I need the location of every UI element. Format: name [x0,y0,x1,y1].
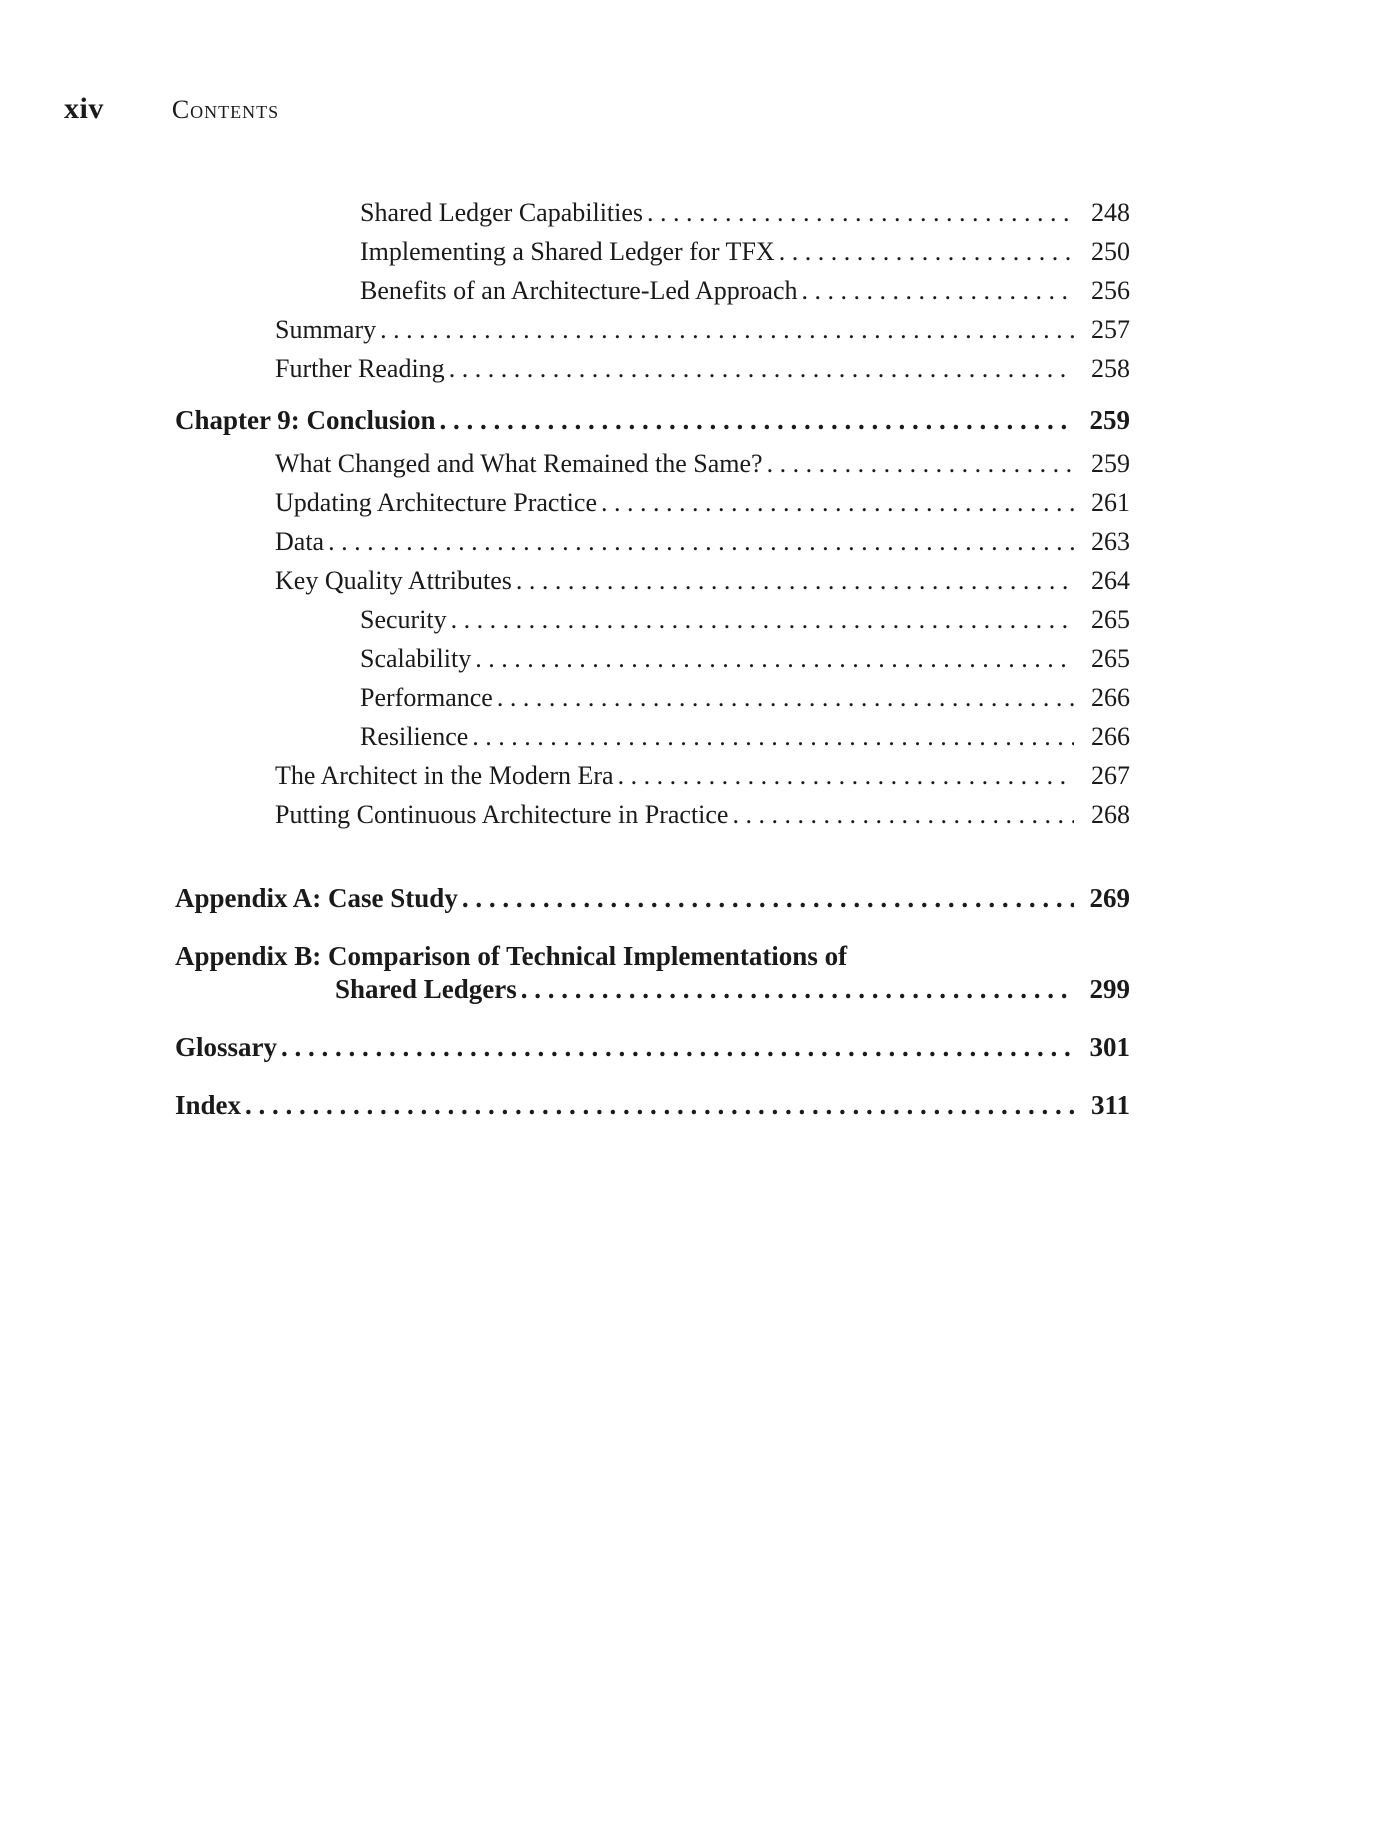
dot-leader [475,644,1074,674]
toc-glossary-label: Glossary [175,1032,278,1062]
toc-entry [175,198,1130,237]
running-title: Contents [171,95,280,124]
toc-entry [175,761,1130,800]
toc-entry-page: 266 [1091,683,1130,712]
toc-entry-label: Performance [360,683,493,712]
toc-entry [175,237,1130,276]
toc-entry-label: Data [275,527,325,556]
toc-entry-page: 264 [1091,566,1130,595]
toc-entry [175,276,1130,315]
toc-index-page: 311 [1090,1090,1130,1120]
dot-leader [380,315,1074,345]
toc-entry-page: 266 [1091,722,1130,751]
toc-appendix-label-line1: Appendix B: Comparison of Technical Implementations of [175,941,848,971]
table-of-contents [175,198,1130,1134]
toc-entry-page: 265 [1091,644,1130,673]
toc-appendix-page: 269 [1089,883,1130,913]
dot-leader [647,198,1074,228]
toc-entry [175,354,1130,393]
dot-leader [497,683,1074,713]
toc-entry-page: 256 [1091,276,1130,305]
toc-appendix-page: 299 [1089,974,1130,1004]
toc-entry-page: 267 [1091,761,1130,790]
toc-entry-label: Updating Architecture Practice [275,488,597,517]
toc-entry [175,722,1130,761]
dot-leader [472,722,1074,752]
toc-entry [175,527,1130,566]
toc-entry-page: 259 [1091,449,1130,478]
dot-leader [462,883,1074,914]
dot-leader [767,449,1074,479]
toc-entry-label: Further Reading [275,354,445,383]
toc-entry-label: Security [360,605,447,634]
toc-appendix-entry [175,883,1130,927]
toc-entry-page: 265 [1091,605,1130,634]
toc-entry-label: Summary [275,315,377,344]
toc-entry-label: Implementing a Shared Ledger for TFX [360,237,775,266]
dot-leader [802,276,1075,306]
dot-leader [618,761,1074,791]
dot-leader [281,1032,1074,1063]
toc-entry [175,605,1130,644]
toc-entry [175,683,1130,722]
toc-entry-label: Resilience [360,722,469,751]
toc-chapter-page: 259 [1089,405,1130,435]
toc-entry-page: 257 [1091,315,1130,344]
dot-leader [440,405,1074,436]
toc-entry-page: 248 [1091,198,1130,227]
toc-entry-page: 268 [1091,800,1130,829]
dot-leader [779,237,1074,267]
dot-leader [449,354,1074,384]
toc-chapter-entry [175,405,1130,449]
dot-leader [521,974,1074,1005]
toc-entry [175,644,1130,683]
toc-entry-label: Scalability [360,644,472,673]
dot-leader [451,605,1074,635]
toc-entry-label: Benefits of an Architecture-Led Approach [360,276,798,305]
toc-entry [175,488,1130,527]
dot-leader [245,1090,1074,1121]
toc-entry-label: Putting Continuous Architecture in Practice [275,800,729,829]
toc-appendix-entry [175,974,1130,1018]
toc-index-label: Index [175,1090,242,1120]
toc-entry-page: 263 [1091,527,1130,556]
toc-entry [175,800,1130,839]
toc-entry [175,566,1130,605]
page-number: xiv [64,92,104,125]
toc-entry-label: The Architect in the Modern Era [275,761,614,790]
dot-leader [601,488,1074,518]
toc-appendix-label-line2: Shared Ledgers [335,974,517,1004]
toc-appendix-label: Appendix A: Case Study [175,883,458,913]
toc-glossary-page: 301 [1089,1032,1130,1062]
toc-entry-label: Shared Ledger Capabilities [360,198,644,227]
toc-chapter-label: Chapter 9: Conclusion [175,405,436,435]
toc-entry [175,315,1130,354]
toc-entry-label: Key Quality Attributes [275,566,512,595]
toc-glossary-entry [175,1032,1130,1076]
dot-leader [516,566,1074,596]
running-header [64,92,279,128]
dot-leader [328,527,1074,557]
toc-index-entry [175,1090,1130,1134]
toc-entry-page: 258 [1091,354,1130,383]
toc-entry-page: 250 [1091,237,1130,266]
toc-entry [175,449,1130,488]
toc-entry-page: 261 [1091,488,1130,517]
dot-leader [732,800,1074,830]
toc-entry-label: What Changed and What Remained the Same? [275,449,763,478]
